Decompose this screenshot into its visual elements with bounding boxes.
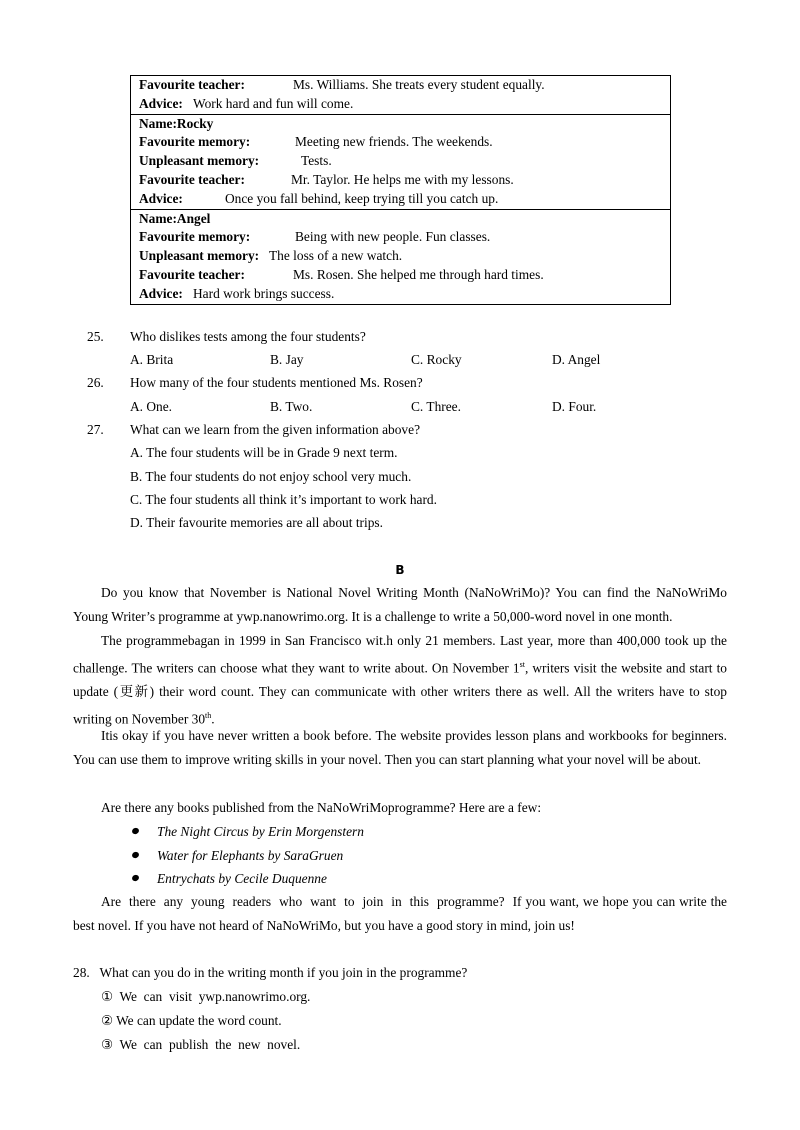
row-value: Ms. Williams. She treats every student equally. [293,77,545,92]
student-name: Name:Rocky [139,115,214,131]
question-text: 28. What can you do in the writing month if you join in the programme? [73,965,468,980]
row-label: Unpleasant memory: [139,153,260,169]
option-d: D. Angel [552,352,601,367]
row-value: Ms. Rosen. She helped me through hard times. [293,266,544,282]
paragraph-text: . [211,711,215,727]
table-row [139,171,662,190]
row-value: Mr. Taylor. He helps me with my lessons. [291,171,514,187]
row-label: Favourite memory: [139,134,251,150]
table-row [139,285,662,304]
paragraph-2 [73,629,727,731]
row-label: Advice: [139,285,183,301]
question-text: What can we learn from the given information above? [130,422,421,437]
question-25 [0,327,800,347]
question-number: 25. [87,329,104,344]
row-value: Work hard and fun will come. [193,95,354,111]
bullet-icon [131,874,140,882]
question-26-options [0,397,800,417]
superscript: th [205,710,212,720]
row-label: Advice: [139,95,183,111]
list-item [130,867,364,891]
book-list [130,820,364,891]
student-name: Name:Angel [139,210,211,226]
option-a: A. Brita [130,352,174,367]
row-value: Hard work brings success. [193,285,335,301]
superscript: st [519,659,525,669]
paragraph-3: Itis okay if you have never written a book before. The website provides lesson plans and workbooks for beginners. You can use them to improve writing skills in your novel. Then you can start planning what your novel will be about. [73,728,727,767]
table-row [139,190,662,209]
book-title: Water for Elephants by SaraGruen [157,847,344,863]
list-item [130,820,364,844]
option-b: B. Two. [270,399,313,414]
row-value: Once you fall behind, keep trying till you catch up. [225,190,499,206]
table-row [139,95,662,114]
table-row [139,228,662,247]
book-title: Entrychats by Cecile Duquenne [157,871,327,887]
table-row [139,152,662,171]
question-27 [0,420,800,440]
bullet-icon [131,827,140,835]
book-title: The Night Circus by Erin Morgenstern [157,824,364,839]
row-value: The loss of a new watch. [269,248,403,264]
section-heading: B [395,563,405,577]
student-info-table [130,75,671,305]
table-row [139,266,662,285]
paragraph-4: Are there any books published from the NaNoWriMoprogramme? Here are a few: [101,800,542,815]
question-25-options [0,350,800,370]
paragraph-1: Do you know that November is National Novel Writing Month (NaNoWriMo)? You can find the NaNoWriMo Young Writer’s programme at ywp.nanowrimo.org. It is a challenge to write a 50,000-word novel in one month. [73,585,727,624]
question-number: 26. [87,375,104,390]
option-c: C. Three. [411,399,461,414]
paragraph-text: , writers visit the website and start to update (更新) their word count. They can communicate with other writers there as well. All the writers have to stop writing on November 30 [73,660,727,727]
table-row [139,76,662,95]
statement-2: ② We can update the word count. [101,1013,282,1028]
row-label: Favourite teacher: [139,171,245,187]
row-label: Favourite teacher: [139,77,245,92]
row-label: Advice: [139,190,183,206]
table-row [139,133,662,152]
row-label: Unpleasant memory: [139,248,260,264]
option-a: A. The four students will be in Grade 9 next term. [130,445,398,460]
option-a: A. One. [130,399,173,414]
paragraph-text: The programmebagan in 1999 in San Francisco wit.h only 21 members. Last year, more than 400,000 took up the challenge. The writers can choose what they want to write about. On November 1 [73,633,727,676]
question-text: How many of the four students mentioned Ms. Rosen? [130,375,423,390]
question-number: 27. [87,422,104,437]
table-block-brita [131,76,670,114]
statement-1: ① We can visit ywp.nanowrimo.org. [101,989,311,1004]
paragraph-5: Are there any young readers who want to join in this programme? If you want, we hope you can write the best novel. If you have not heard of NaNoWriMo, but you have a good story in mind, join us! [73,894,731,933]
row-value: Tests. [301,153,332,169]
option-b: B. Jay [270,352,304,367]
row-label: Favourite memory: [139,229,251,245]
table-row [139,247,662,266]
question-text: Who dislikes tests among the four students? [130,329,366,344]
bullet-icon [131,851,140,859]
table-block-angel [131,209,670,304]
row-value: Meeting new friends. The weekends. [295,134,493,150]
option-b: B. The four students do not enjoy school very much. [130,469,412,484]
option-d: D. Their favourite memories are all about trips. [130,515,383,530]
list-item [130,844,364,868]
statement-3: ③ We can publish the new novel. [101,1037,301,1052]
option-c: C. The four students all think it’s important to work hard. [130,492,437,507]
option-c: C. Rocky [411,352,462,367]
option-d: D. Four. [552,399,597,414]
table-block-rocky [131,114,670,209]
row-value: Being with new people. Fun classes. [295,229,491,245]
row-label: Favourite teacher: [139,266,245,282]
question-28 [73,961,467,1057]
question-26 [0,373,800,393]
